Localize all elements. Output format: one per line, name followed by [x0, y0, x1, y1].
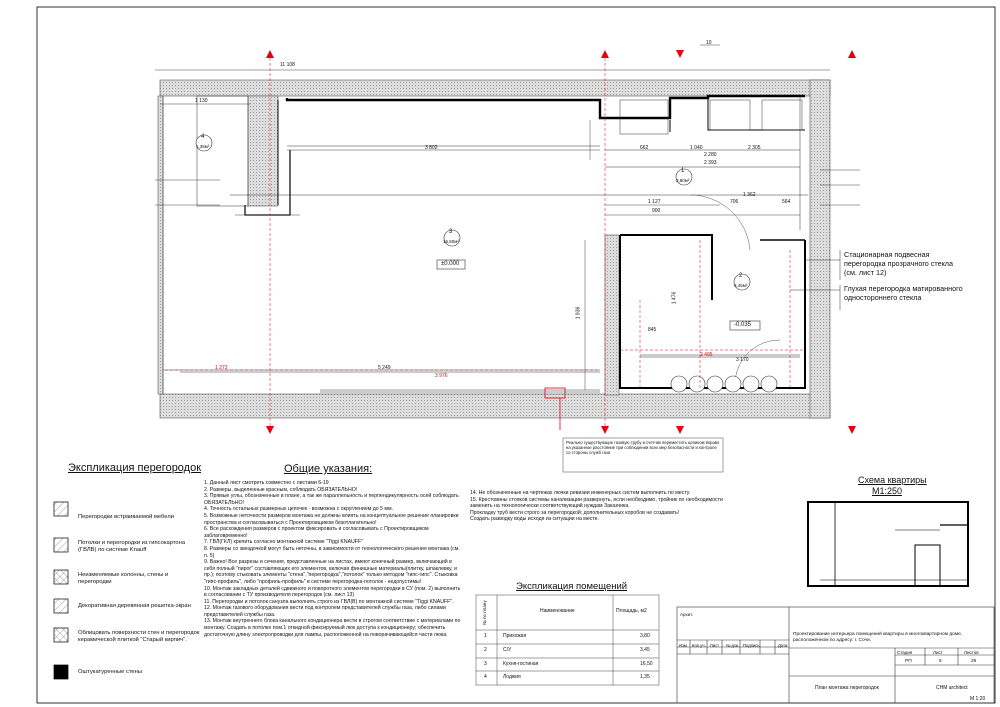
dim-11108: 11 108	[280, 62, 295, 68]
legend-swatch-6	[54, 665, 68, 679]
callout-glass: Стационарная подвесная перегородка прозрачного стекла (см. лист 12)	[844, 250, 953, 277]
dim-1936: 1 936	[575, 306, 582, 320]
legend-label-6: Оштукатуренные стены	[78, 669, 143, 675]
stamp-sheets-h: Листов	[964, 650, 979, 655]
dim-2405: 2 405	[700, 352, 713, 358]
rooms-row-4-num: 4	[484, 674, 487, 680]
stamp-stage-h: Стадия	[897, 650, 913, 655]
legend-swatch-1	[54, 502, 68, 516]
legend-swatch-3	[54, 570, 68, 584]
legend-label-5: Облицовать поверхности стен и перегородок керамической плиткой "Старый кирпич".	[78, 630, 200, 643]
room-2-area: 3,45м²	[734, 283, 748, 288]
dim-10: 10	[706, 40, 712, 46]
legend-label-1: Перегородки встраиваемой мебели	[78, 514, 174, 520]
rooms-row-2-area: 3,45	[640, 647, 650, 653]
dim-3976: 3 976	[435, 373, 448, 379]
rooms-row-2-num: 2	[484, 647, 487, 653]
dim-3802: 3 802	[425, 145, 438, 151]
stamp-project: Проектирование интерьера помещений квартиры в многоквартирном доме, расположенном по адресу: г. Сочи,	[793, 632, 963, 643]
stamp-sheet: 5	[939, 659, 942, 664]
legend-label-2: Потолки и перегородки из гипсокартона (ГВЛВ) по системе Knauff	[78, 540, 186, 553]
room-3-num: 3	[449, 229, 453, 235]
stamp-col-koluch: Кол.уч.	[692, 643, 706, 648]
rooms-th-name: Наименование	[540, 608, 575, 614]
level-bath: -0.035	[734, 322, 752, 328]
dim-1476: 1 476	[671, 291, 678, 305]
legend-swatch-2	[54, 538, 68, 552]
dim-2393: 2 393	[704, 160, 717, 166]
scale-corner: М 1:20	[970, 696, 986, 702]
legend-label-3: Неизменяемые колонны, стены и перегородки	[78, 572, 169, 585]
dim-1273: 1 273	[215, 365, 228, 371]
dim-3170: 3 170	[736, 357, 749, 363]
rooms-row-1-name: Прихожая	[503, 633, 527, 639]
dim-1127: 1 127	[648, 199, 661, 205]
schema-title-1: Схема квартиры	[858, 475, 927, 485]
rooms-row-3-area: 16,50	[640, 661, 653, 667]
walls	[158, 80, 830, 418]
room-1-num: 1	[681, 168, 685, 174]
circles	[671, 376, 777, 392]
dim-845: 845	[648, 327, 657, 333]
rooms-th-area: Площадь, м2	[616, 608, 647, 614]
rooms-th-num: № по плану	[482, 600, 487, 625]
dim-662: 662	[640, 145, 649, 151]
room-1-area: 3,80м²	[676, 178, 690, 183]
dim-900: 900	[652, 208, 661, 214]
rooms-row-3-name: Кухня-гостиная	[503, 661, 539, 667]
dim-2280: 2 280	[704, 152, 717, 158]
notes-title: Общие указания:	[284, 463, 373, 475]
legend-swatch-4	[54, 599, 68, 613]
callout-matte: Глухая перегородка матированного одностороннего стекла	[844, 284, 963, 302]
notes-right: 14. Не обозначенные на чертежах лючки ревизии инженерных систем выполнить по месту. 15. Крестовины стояков системы канализации развернуть, если необходимо, тройник по необходимости заменить на технологически соответствующий нуждам Заказчика. Прокладку труб вести строго за перегородкой; дополнительных коробов не создавать! Создать разводку воды исходя из ситуации на месте.	[470, 490, 723, 523]
rooms-row-1-num: 1	[484, 633, 487, 639]
legend-title: Экспликация перегородок	[68, 462, 202, 474]
stamp-col-date: Дата	[778, 643, 788, 648]
schema-title-2: М1:250	[872, 486, 903, 496]
stamp-stage: РП	[905, 659, 912, 664]
stamp-firm: CHM architect	[936, 685, 968, 691]
rooms-table-title: Экспликация помещений	[516, 581, 628, 592]
stamp-col-izm: Изм.	[679, 643, 688, 648]
rooms-row-4-area: 1,35	[640, 674, 650, 680]
legend-swatch-5	[54, 628, 68, 642]
plan-note: Реально существующие газовую трубу и счетчик переместить целиком вправо на указанное расстояние при соблюдении всех мер безопасности и контроле со стороны служб газа	[566, 440, 720, 455]
room-4-area: 1,35м²	[196, 144, 210, 149]
dim-5249: 5 249	[378, 365, 391, 371]
level-main: ±0.000	[441, 261, 460, 267]
rooms-row-2-name: С/У	[503, 647, 512, 653]
partitions	[245, 96, 805, 388]
stamp-col-sign: Подпись	[743, 643, 760, 648]
notes-left: 1. Данный лист смотреть совместно с листами 6-19 2. Размеры, выделенные красным, соблюдать ОБЯЗАТЕЛЬНО! 3. Прямые углы, обозначенные в плане, а так же параллельность и перпендикулярность осей соблюдать ОБЯЗАТЕЛЬНО! 4. Точность остальных размерных цепочек - возможна с округлением до 5 мм. 5. Возможные неточности размеров монтажа не должны влиять на концептуальное решение планировки пространства и согласовываться с Проектировщиком безотлагательно! 6. Все расхождения размеров с проектом фиксировать и согласовывать с Проектировщиком заблаговременно! 7. ГВЛ(ГКЛ) крепить согласно монтажной системе "Tiggi KNAUFF" 8. Размеры со звездочкой могут быть неточны, в зависимости от технологического решения монтажа (см. п. 5) 9. Важно! Все разрезы и сечения, представленные на листах, имеют конечный размер, включающий в себя полный "пирог" составляющих его элементов, включая финишные материалы(плитку, шпаклевку, и пр.); поэтому стыковать элементы "стена","перегородка","потолок" только методом "гипс-гипс". Стыковка "гипс-профиль", либо "профиль-профиль" в системе перегородка-потолок - недопустимы! 10. Монтаж закладных деталей сдвижного и поворотного элементов перегородки в СУ (пом. 2) выполнить в согласовании с ТУ производителя перегородок (см. лист 13) 11. Перегородки и потолок санузла выполнить строго из ГВЛ(В) по монтажной системе "Tiggi KNAUFF". 12. Монтаж газового оборудования вести под контролем представителей службы газа, либо силами представителей службы газа. 13. Монтаж внутреннего блока канального кондиционера вести в строгом соответствие с материалами по монтажу. Создать в потолке пом.1 откидной фиксируемый люк доступа к кондиционеру; обеспечить достаточную длину электропроводки для лампы, расположенной на поворачивающейся части люка.	[204, 480, 461, 638]
stamp-col-list: Лист	[710, 643, 720, 648]
rooms-row-3-num: 3	[484, 661, 487, 667]
rooms-row-1-area: 3,80	[640, 633, 650, 639]
dim-564: 564	[782, 199, 791, 205]
sheet-frame	[37, 7, 995, 703]
legend-label-4: Декоративная деревянная решетка-экран	[78, 603, 191, 609]
stamp-drawing: План монтажа перегородок	[815, 685, 879, 691]
room-4-num: 4	[201, 134, 205, 140]
room-2-num: 2	[739, 273, 743, 279]
dim-706: 706	[730, 199, 739, 205]
dim-1130: 1 130	[195, 98, 208, 104]
stamp-sheets: 26	[971, 659, 977, 664]
stamp-archit: Архит.	[680, 612, 694, 617]
schema-plan	[808, 502, 968, 586]
room-3-area: 16,50м²	[443, 239, 459, 244]
stamp-col-doc: № док.	[726, 643, 740, 648]
dim-1362: 1 362	[743, 192, 756, 198]
rooms-row-4-name: Лоджия	[503, 674, 521, 680]
room-markers	[196, 135, 750, 290]
stamp-sheet-h: Лист	[933, 650, 943, 655]
dim-1040: 1 040	[690, 145, 703, 151]
dim-2305: 2 305	[748, 145, 761, 151]
